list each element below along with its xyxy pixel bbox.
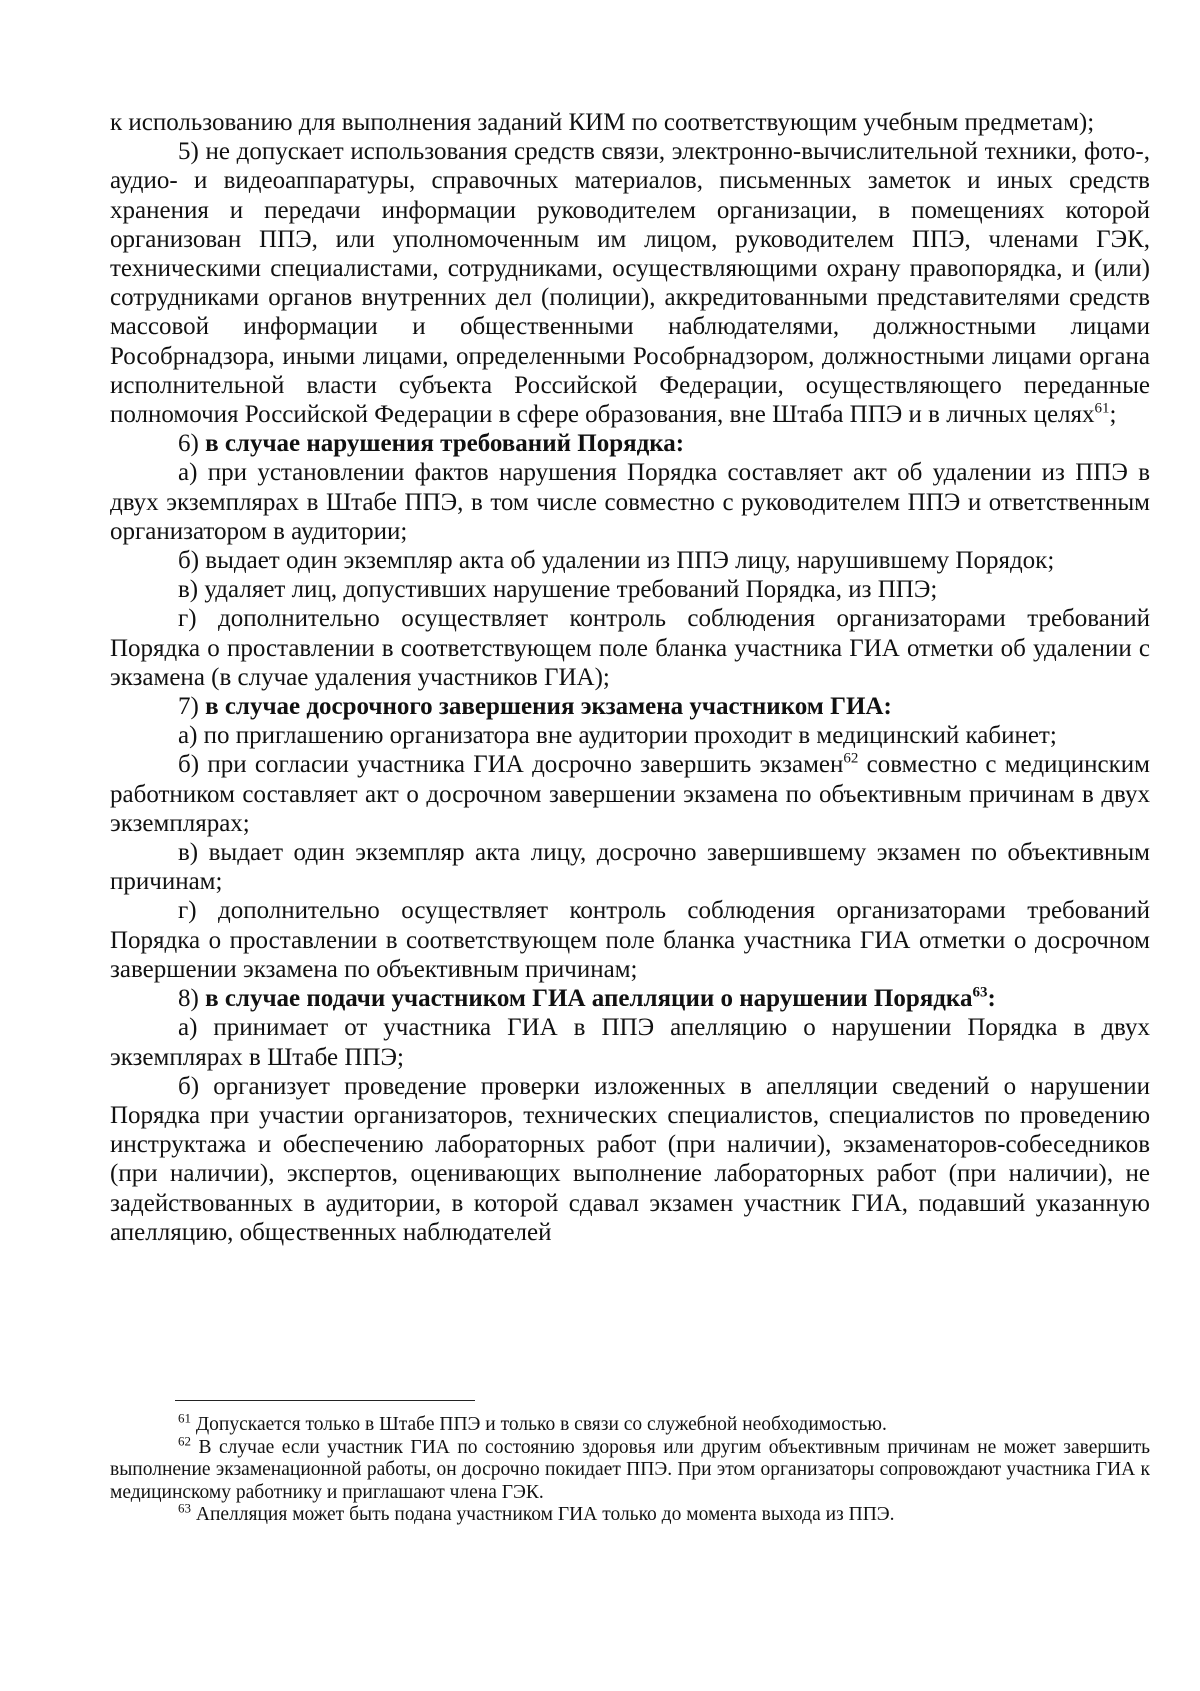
paragraph-7a: а) по приглашению организатора вне аудитории проходит в медицинский кабинет; [178, 722, 1057, 750]
section-heading-8-title: в случае подачи участником ГИА апелляции о нарушении Порядка$^{63}$: [205, 984, 996, 1013]
footnote-divider [175, 1400, 475, 1401]
section-heading-8: 8) в случае подачи участником ГИА апелляции о нарушении Порядка$^{63}$: [178, 984, 996, 1013]
footnote-62: $^{62}$ В случае если участник ГИА по состоянию здоровья или другим объективным причинам не может завершить выполнение экзаменационной работы, он досрочно покидает ППЭ. При этом организаторы сопровождают участника ГИА к медицинскому работнику и приглашают члена ГЭК. [110, 1433, 1151, 1503]
footnote-ref-62[interactable]: 62 [843, 751, 859, 768]
paragraph-8a: а) принимает от участника ГИА в ППЭ апелляцию о нарушении Порядка в двух экземплярах в Штабе ППЭ; [110, 1014, 1150, 1071]
paragraph-6g: г) дополнительно осуществляет контроль соблюдения организаторами требований Порядка о проставлении в соответствующем поле бланка участника ГИА отметки об удалении с экзамена (в случае удаления участников ГИА); [110, 605, 1150, 691]
footnote-ref-61[interactable]: 61 [1094, 400, 1110, 417]
paragraph-7v: в) выдает один экземпляр акта лицу, досрочно завершившему экзамен по объективным причинам; [110, 839, 1150, 896]
section-heading-6-title: в случае нарушения требований Порядка: [205, 430, 685, 458]
footnote-61: $^{61}$ Допускается только в Штабе ППЭ и только в связи со служебной необходимостью. [178, 1410, 887, 1435]
paragraph-7g: г) дополнительно осуществляет контроль соблюдения организаторами требований Порядка о проставлении в соответствующем поле бланка участника ГИА отметки о досрочном завершении экзамена по объективным причинам; [110, 897, 1150, 983]
paragraph-6v: в) удаляет лиц, допустивших нарушение требований Порядка, из ППЭ; [178, 576, 938, 604]
document-body [110, 108, 1150, 1247]
paragraph-continuation: к использованию для выполнения заданий КИМ по соответствующим учебным предметам); [110, 109, 1095, 136]
paragraph-6b: б) выдает один экземпляр акта об удалении из ППЭ лицу, нарушившему Порядок; [178, 547, 1055, 575]
footnotes [110, 1410, 1151, 1527]
section-heading-6: 6) в случае нарушения требований Порядка: [178, 430, 685, 458]
footnote-ref-63[interactable]: 63 [972, 984, 988, 1001]
footnote-63: $^{63}$ Апелляция может быть подана участником ГИА только до момента выхода из ППЭ. [178, 1500, 895, 1525]
section-heading-7-title: в случае досрочного завершения экзамена участником ГИА: [205, 693, 892, 721]
paragraph-7b: б) при согласии участника ГИА досрочно завершить экзамен$^{62}$ совместно с медицинским работником составляет акт о досрочном завершении экзамена по объективным причинам в двух экземплярах; [110, 751, 1151, 837]
document-page [110, 108, 1150, 1247]
paragraph-6a: а) при установлении фактов нарушения Порядка составляет акт об удалении из ППЭ в двух экземплярах в Штабе ППЭ, в том числе совместно с руководителем ППЭ и ответственным организатором в аудитории; [110, 459, 1150, 545]
section-heading-7: 7) в случае досрочного завершения экзамена участником ГИА: [178, 693, 892, 721]
paragraph-8b: б) организует проведение проверки изложенных в апелляции сведений о нарушении Порядка при участии организаторов, технических специалистов, специалистов по проведению инструктажа и обеспечению лабораторных работ (при наличии), экзаменаторов-собеседников (при наличии), экспертов, оценивающих выполнение лабораторных работ (при наличии), не задействованных в аудитории, в которой сдавал экзамен участник ГИА, подавший указанную апелляцию, общественных наблюдателей [110, 1072, 1150, 1246]
paragraph-item-5: 5) не допускает использования средств связи, электронно-вычислительной техники, фото-, аудио- и видеоаппаратуры, справочных материалов, письменных заметок и иных средств хранения и передачи информации руководителем организации, в помещениях которой организован ППЭ, или уполномоченным им лицом, руководителем ППЭ, членами ГЭК, техническими специалистами, сотрудниками, осуществляющими охрану правопорядка, и (или) сотрудниками органов внутренних дел (полиции), аккредитованными представителями средств массовой информации и общественными наблюдателями, должностными лицами Рособрнадзора, иными лицами, определенными Рособрнадзором, должностными лицами органа исполнительной власти субъекта Российской Федерации, осуществляющего переданные полномочия Российской Федерации в сфере образования, вне Штаба ППЭ и в личных целях$^{61}$; [110, 138, 1150, 429]
